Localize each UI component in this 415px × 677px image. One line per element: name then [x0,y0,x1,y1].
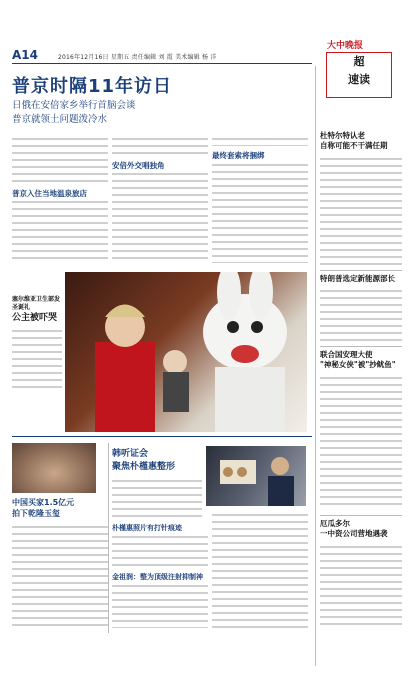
article-text-block [212,162,308,263]
article-text-block [12,524,108,628]
main-headline: 普京时隔11年访日 [12,76,173,97]
hearing-photo [206,446,306,506]
right-headline-ecuador-2: 一中资公司营地遇袭 [320,529,388,538]
santa-photo-illustration [65,272,307,432]
photo-caption-text [12,328,62,392]
right-headline-energy: 特朗普选定新能源部长 [320,274,395,283]
section-heading-final: 最终套索将捆绑 [212,151,265,160]
column-divider [108,443,109,633]
article-text-block [12,136,108,182]
right-headline-ecuador-1: 厄瓜多尔 [320,519,350,528]
article-text-block [212,512,308,628]
right-headline-un-1: 联合国安理大使 [320,350,373,359]
quick-read-box [326,52,392,98]
divider [320,346,402,347]
article-text-block [112,478,202,518]
right-headline-duterte-1: 杜特尔特认老 [320,131,365,140]
article-text-block [212,136,308,146]
article-text-block [320,156,402,268]
section-heading-diplomacy: 安倍外交唱独角 [112,161,165,170]
article-text-block [112,171,208,263]
right-headline-un-2: "神秘女侠"被"抄鱿鱼" [320,360,396,369]
quick-read-line1: 超 [353,55,365,68]
section-divider [12,436,312,437]
china-headline-1: 中国买家1.5亿元 [12,498,75,507]
article-text-block [112,583,208,628]
section-heading-hotel: 普京入住当地温泉旅店 [12,189,87,198]
main-photo [65,272,307,432]
main-subtitle-2: 普京就领土问题泼冷水 [12,114,108,125]
korea-headline-2: 聚焦朴槿惠整形 [112,462,176,472]
page-number: A14 [12,48,38,62]
divider [320,270,402,271]
article-text-block [320,375,402,505]
photo-title-2: 公主被吓哭 [12,313,58,323]
korea-section-doctor: 金祖润：整为顶级注射抑制神 [112,573,203,581]
quick-read-line2: 速读 [348,73,370,86]
header-rule [12,63,312,64]
korea-headline-1: 韩听证会 [112,449,149,459]
article-text-block [320,288,402,344]
column-divider [315,66,316,666]
article-text-block [112,534,208,566]
photo-title-1: 塞尔维亚卫生部发圣诞礼 [12,296,61,311]
divider [320,515,402,516]
page-meta: 2016年12月16日 星期五 责任编辑 刘 霞 美术编辑 杨 洋 [58,54,217,61]
hearing-illustration [206,446,306,506]
article-text-block [12,199,108,263]
main-subtitle-1: 日俄在安倍家乡举行首脑会谈 [12,100,136,111]
article-text-block [320,544,402,628]
photo-caption-box [12,296,64,406]
korea-section-photo: 朴槿惠照片有打针痕迹 [112,524,182,532]
jade-seal-photo [12,443,96,493]
china-headline-2: 拍下乾隆玉玺 [12,509,60,518]
article-text-block [112,136,208,156]
right-headline-duterte-2: 自称可能不干满任期 [320,141,388,150]
newspaper-brand: 大中晚报 [327,41,364,51]
